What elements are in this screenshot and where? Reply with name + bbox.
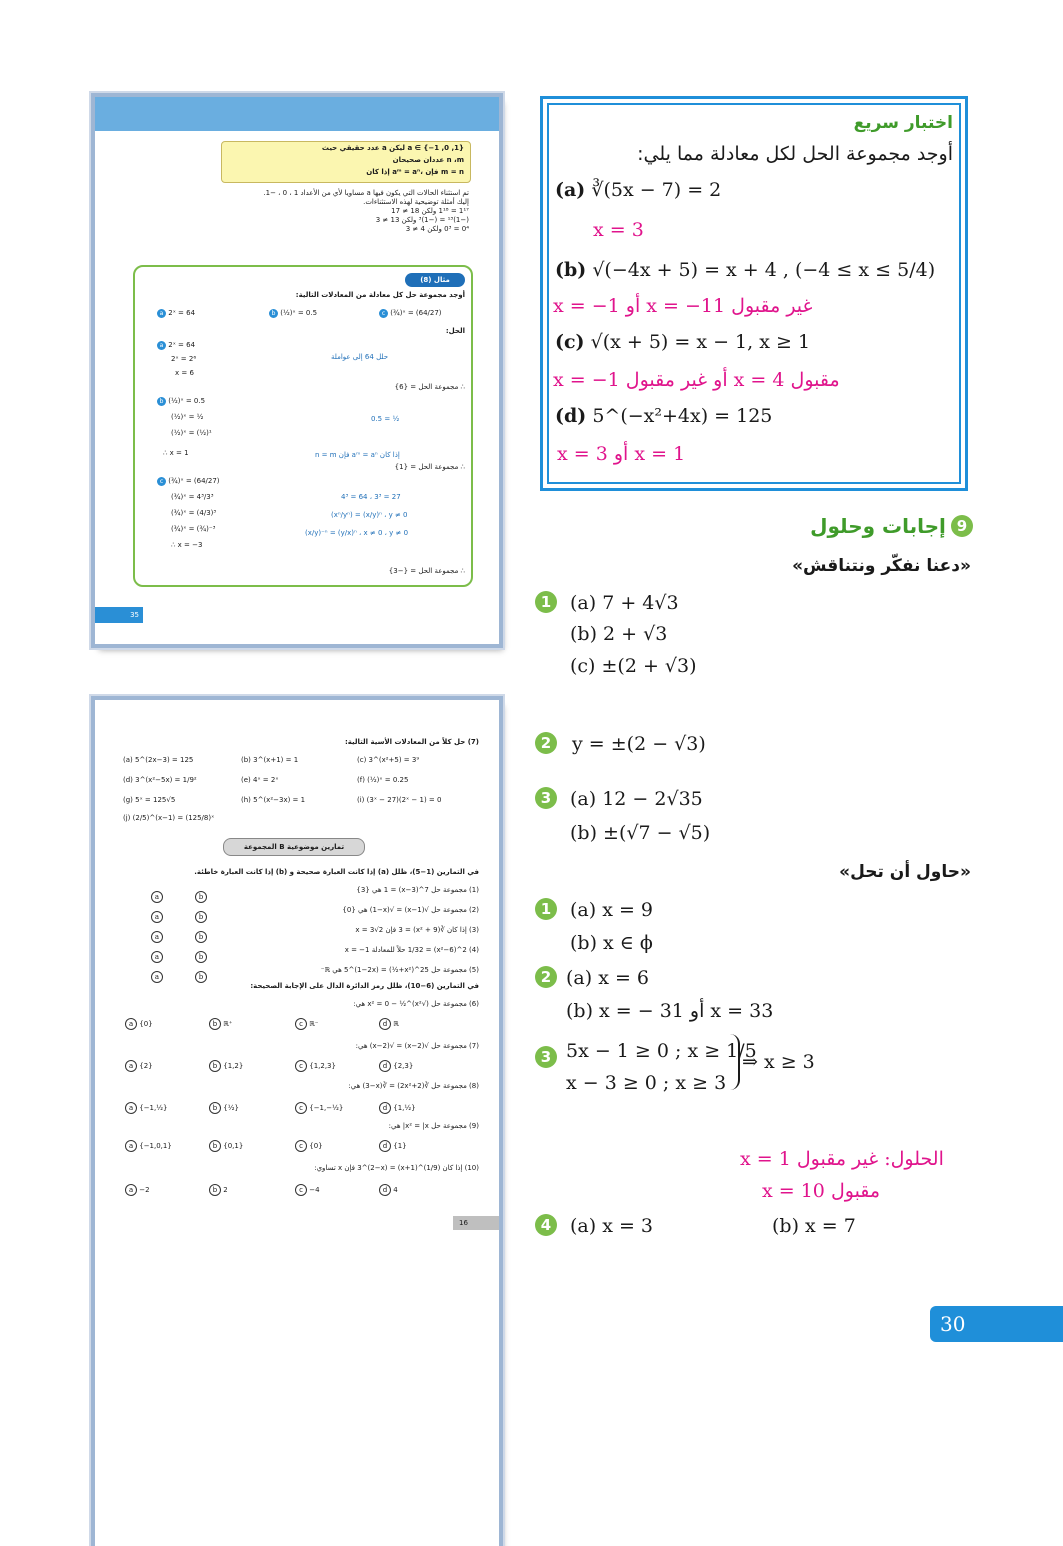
brace <box>728 1034 740 1090</box>
quiz-ans-c: مقبول x = 4 أو غير مقبول x = −1 <box>553 369 840 391</box>
example-box: مثال (8) أوجد مجموعة حل كل معادلة من المعادلات التالية: a 2ˣ = 64 b (½)ˣ = 0.5 c (¾)ˣ = (64/27) الحل: a 2ˣ = 64 2ˣ = 2⁶ x = 6 حلل 64 إلى عواملة ∴ مجموعة الحل = {6} b (½)ˣ = 0.5 (½)ˣ = ½ (½)ˣ = (½)¹ ∴ x = 1 0.5 = ½ إذا كان aᵐ = aⁿ فإن n = m ∴ مجموعة الحل = {1} c (¾)ˣ = (64/27) (¾)ˣ = 4³/3³ (¾)ˣ = (4/3)³ (¾)ˣ = (¾)⁻³ ∴ x = −3 4³ = 64 ، 3³ = 27 (xⁿ/yⁿ) = (x/y)ⁿ ، y ≠ 0 (x/y)⁻ⁿ = (y/x)ⁿ ، x ≠ 0 ، y ≠ 0 ∴ مجموعة الحل = {−3} <box>133 265 473 587</box>
quick-test-box: اختبار سريع أوجد مجموعة الحل لكل معادلة مما يلي: (a) ∛(5x − 7) = 2 x = 3 (b) √(−4x + 5) = x + 4 , (−4 ≤ x ≤ 5/4) غير مقبول x = −11 أو x = −1 (c) √(x + 5) = x − 1, x ≥ 1 مقبول x = 4 أو غير مقبول x = −1 (d) 5^(−x²+4x) = 125 x = 3 أو x = 1 <box>540 96 968 491</box>
answer-3-badge: 3 <box>535 787 557 809</box>
quiz-eq-c: √(x + 5) = x − 1, x ≥ 1 <box>590 331 811 353</box>
answers-header <box>810 514 973 538</box>
page-header-band <box>95 97 499 131</box>
page-number-tab: 35 <box>95 607 143 623</box>
quiz-eq-a: ∛(5x − 7) = 2 <box>591 179 722 201</box>
solve-2a: (a) x = 6 <box>566 967 649 989</box>
try-to-solve-title: «حاول أن تحل» <box>839 862 971 882</box>
think-discuss-title: «دعنا نفكّر ونتناقش» <box>792 556 971 576</box>
quiz-eq-b: √(−4x + 5) = x + 4 , (−4 ≤ x ≤ 5/4) <box>592 259 936 281</box>
option-a-1[interactable]: a <box>151 891 163 903</box>
option-b-5[interactable]: b <box>195 971 207 983</box>
group-b-title: المجموعة B تمارين موضوعية <box>223 838 365 856</box>
solve-4a: (a) x = 3 <box>570 1215 653 1237</box>
answer-3a: (a) 12 − 2√35 <box>570 788 703 810</box>
section-number-badge: 9 <box>951 515 973 537</box>
solve-3-line1: 5x − 1 ≥ 0 ; x ≥ 1/5 <box>566 1040 757 1062</box>
solve-1b: (b) x ∈ ϕ <box>570 932 653 954</box>
option-b-4[interactable]: b <box>195 951 207 963</box>
quiz-ans-a: x = 3 <box>593 219 644 241</box>
solve-1-badge: 1 <box>535 898 557 920</box>
option-b-1[interactable]: b <box>195 891 207 903</box>
answer-1a: (a) 7 + 4√3 <box>570 592 679 614</box>
solve-1a: (a) x = 9 <box>570 899 653 921</box>
quiz-ans-d: x = 3 أو x = 1 <box>557 443 686 465</box>
solve-4-badge: 4 <box>535 1214 557 1236</box>
option-b-2[interactable]: b <box>195 911 207 923</box>
rule-box: a ∈ {−1 ,0 ,1} ليكن a عدد حقيقي حيث n ،m عددان صحيحان m = n فإن ،aᵐ = aⁿ إذا كان <box>221 141 471 183</box>
answer-1c: (c) ±(2 + √3) <box>570 655 697 677</box>
option-a-2[interactable]: a <box>151 911 163 923</box>
answers-title: إجابات وحلول <box>810 514 946 538</box>
quiz-eq-d: 5^(−x²+4x) = 125 <box>592 405 773 427</box>
answer-1-badge: 1 <box>535 591 557 613</box>
option-a-5[interactable]: a <box>151 971 163 983</box>
solve-2b: (b) x = − 31 أو x = 33 <box>566 1000 774 1022</box>
answer-1b: (b) 2 + √3 <box>570 623 668 645</box>
exceptions-notes: تم استثناء الحالات التي يكون فيها a مساويا لأي من الأعداد 1 ، 0 ، −1. إليك أمثلة توضيحية لهذه الاستثناءات. 1¹⁷ = 1¹⁸ ولكن 18 ≠ 17 (−1)¹³ = (−1)³ ولكن 13 ≠ 3 0⁴ = 0³ ولكن 4 ≠ 3 <box>263 189 469 233</box>
bullet-b-icon: b <box>269 309 278 318</box>
solve-3-sol2: مقبول x = 10 <box>762 1180 881 1202</box>
option-a-3[interactable]: a <box>151 931 163 943</box>
quick-test-title: اختبار سريع <box>853 113 953 133</box>
textbook-page-thumbnail-16: (7) حل كلاً من المعادلات الأسية التالية: (a) 5^(2x−3) = 125 (b) 3^(x+1) = 1 (c) 3^(x²+5) = 3⁹ (d) 3^(x²−5x) = 1/9² (e) 4ˣ = 2ˣ (f) (½)ˣ = 0.25 (g) 5ˣ = 125√5 (h) 5^(x²−3x) = 1 (i) (3ˣ − 27)(2ˣ − 1) = 0 (j) (2/5)^(x−1) = (125/8)ˣ المجموعة B تمارين موضوعية في التمارين (1−5)، ظلل (a) إذا كانت العبارة صحيحة و (b) إذا كانت العبارة خاطئة. (1) مجموعة حل 7^(3−x) = 1 هي {3} (2) مجموعة حل √(x−1) = √(1−x) هي {0} (3) إذا كان ∛(9 + x²) = 3 فإن x = 3√2 (4) 2^(x²−6) = 1/32 حلاً للمعادلة x = −1 (5) مجموعة حل 25^(x²+½) = 5^(1−2x) هي ℝ⁻ a b a b a b a b a b في التمارين (6−10)، ظلل رمز الدائرة الدال على الإجابة الصحيحة: (6) مجموعة حل (√x²)^½ − x² = 0 هي: a {0} b ℝ⁺ c ℝ⁻ d ℝ (7) مجموعة حل √(x−2) = √(x−2) هي: a {2} b {1,2} c {1,2,3} d {2,3} (8) مجموعة حل ∛(2x²+2) = ∛(3−x) هي: a {−1,½} b {½} c {−1,−½} d {1,½} (9) مجموعة حل x² = |x| هي: a {−1,0,1} b {0,1} c {0} d {1} (10) إذا كان (1/9)^(x+1) = 3^(2−x) فإن x تساوي: a −2 b 2 c −4 d 4 16 <box>95 700 499 1546</box>
solve-3-line2: x − 3 ≥ 0 ; x ≥ 3 <box>566 1072 727 1094</box>
solve-3-result: ⇒ x ≥ 3 <box>742 1051 815 1073</box>
answer-3b: (b) ±(√7 − √5) <box>570 822 711 844</box>
quick-test-prompt: أوجد مجموعة الحل لكل معادلة مما يلي: <box>637 143 953 165</box>
option-b-3[interactable]: b <box>195 931 207 943</box>
solve-2-badge: 2 <box>535 966 557 988</box>
bullet-c-icon: c <box>379 309 388 318</box>
page-number-tab: 16 <box>453 1216 499 1230</box>
answer-2: y = ±(2 − √3) <box>572 733 706 755</box>
answer-2-badge: 2 <box>535 732 557 754</box>
bullet-a-icon: a <box>157 309 166 318</box>
page-number-tab: 30 <box>930 1306 1063 1342</box>
option-a-4[interactable]: a <box>151 951 163 963</box>
quiz-ans-b: غير مقبول x = −11 أو x = −1 <box>553 295 813 317</box>
solve-4b: (b) x = 7 <box>772 1215 856 1237</box>
solve-3-badge: 3 <box>535 1046 557 1068</box>
solve-3-sol1: الحلول: غير مقبول x = 1 <box>740 1148 944 1170</box>
textbook-page-thumbnail-35 <box>95 97 499 644</box>
example-title: مثال (8) <box>405 273 465 287</box>
